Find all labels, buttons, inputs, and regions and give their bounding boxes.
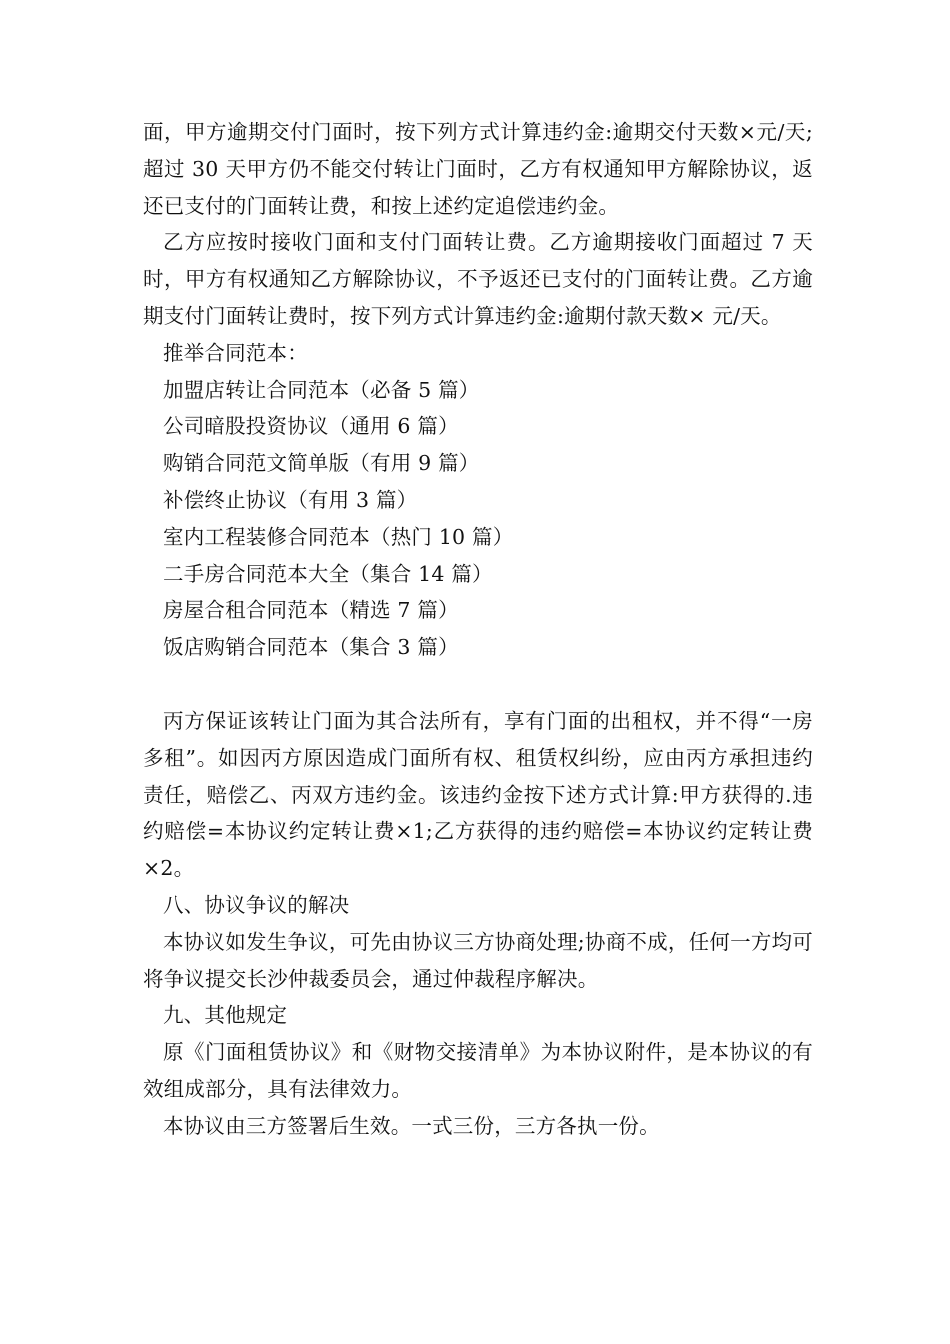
- paragraph-late-receipt: 乙方应按时接收门面和支付门面转让费。乙方逾期接收门面超过 7 天时，甲方有权通知乙方解除协议，不予返还已支付的门面转让费。乙方逾期支付门面转让费时，按下列方式计算违约金:逾期付款天数× 元/天。: [143, 230, 813, 328]
- recommend-link-5[interactable]: 室内工程装修合同范本（热门 10 篇）: [163, 524, 514, 549]
- paragraph-late-delivery: 面，甲方逾期交付门面时，按下列方式计算违约金:逾期交付天数×元/天;超过 30 天甲方仍不能交付转让门面时，乙方有权通知甲方解除协议，返还已支付的门面转让费，和按上述约定追偿违约金。: [143, 120, 813, 218]
- recommend-link-4[interactable]: 补偿终止协议（有用 3 篇）: [163, 487, 418, 512]
- recommend-link-8[interactable]: 饭店购销合同范本（集合 3 篇）: [163, 635, 459, 660]
- recommend-link-6[interactable]: 二手房合同范本大全（集合 14 篇）: [163, 561, 493, 586]
- heading-dispute-resolution: 八、协议争议的解决: [163, 892, 350, 917]
- paragraph-dispute-resolution: 本协议如发生争议，可先由协议三方协商处理;协商不成，任何一方均可将争议提交长沙仲裁委员会，通过仲裁程序解决。: [143, 929, 813, 991]
- recommend-link-7[interactable]: 房屋合租合同范本（精选 7 篇）: [163, 598, 459, 623]
- recommend-link-2[interactable]: 公司暗股投资协议（通用 6 篇）: [163, 414, 459, 439]
- section-gap: [143, 666, 813, 703]
- recommend-link-3[interactable]: 购销合同范文简单版（有用 9 篇）: [163, 451, 480, 476]
- paragraph-effectiveness: 本协议由三方签署后生效。一式三份，三方各执一份。: [163, 1113, 660, 1138]
- document-body: [143, 114, 813, 1145]
- recommend-heading: 推举合同范本：: [163, 340, 308, 365]
- heading-other-provisions: 九、其他规定: [163, 1003, 288, 1028]
- paragraph-ownership-guarantee: 丙方保证该转让门面为其合法所有，享有门面的出租权，并不得“一房多租”。如因丙方原因造成门面所有权、租赁权纠纷，应由丙方承担违约责任，赔偿乙、丙双方违约金。该违约金按下述方式计算:甲方获得的.违约赔偿=本协议约定转让费×1;乙方获得的违约赔偿=本协议约定转让费×2。: [143, 708, 813, 881]
- recommend-link-1[interactable]: 加盟店转让合同范本（必备 5 篇）: [163, 377, 480, 402]
- paragraph-attachments: 原《门面租赁协议》和《财物交接清单》为本协议附件，是本协议的有效组成部分，具有法律效力。: [143, 1040, 813, 1101]
